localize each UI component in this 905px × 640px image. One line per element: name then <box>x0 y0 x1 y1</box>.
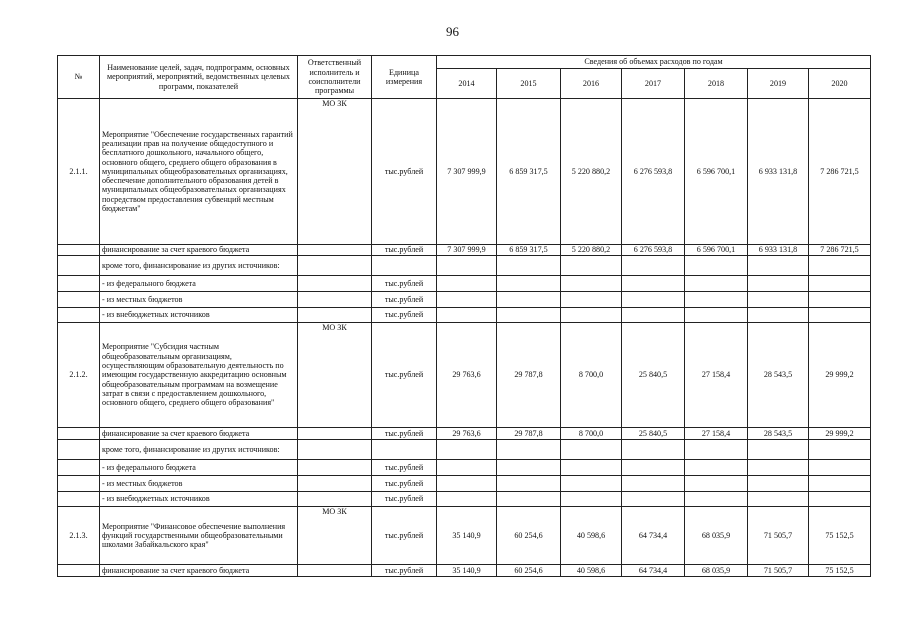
table-body <box>58 99 871 577</box>
row-number <box>58 460 100 476</box>
row-value-2017: 6 276 593,8 <box>622 99 685 245</box>
row-value-2020: 7 286 721,5 <box>809 99 871 245</box>
row-value-2015: 29 787,8 <box>497 323 561 428</box>
row-unit <box>372 256 437 276</box>
row-responsible <box>298 245 372 256</box>
row-value-2020: 7 286 721,5 <box>809 245 871 256</box>
table-row <box>58 276 871 292</box>
row-value-2018: 68 035,9 <box>685 507 748 565</box>
row-value-2018 <box>685 460 748 476</box>
table-row <box>58 256 871 276</box>
row-name: финансирование за счет краевого бюджета <box>100 428 298 440</box>
row-value-2018: 6 596 700,1 <box>685 99 748 245</box>
row-value-2015 <box>497 308 561 323</box>
row-value-2019 <box>748 256 809 276</box>
row-value-2018 <box>685 276 748 292</box>
row-responsible <box>298 276 372 292</box>
row-number <box>58 256 100 276</box>
row-value-2014 <box>437 476 497 492</box>
row-value-2020 <box>809 492 871 507</box>
row-value-2015: 60 254,6 <box>497 507 561 565</box>
row-unit: тыс.рублей <box>372 276 437 292</box>
row-value-2017 <box>622 256 685 276</box>
row-value-2016: 40 598,6 <box>561 507 622 565</box>
row-value-2017 <box>622 492 685 507</box>
row-value-2015 <box>497 292 561 308</box>
row-value-2017: 64 734,4 <box>622 507 685 565</box>
header-year-2018: 2018 <box>685 69 748 99</box>
row-value-2016: 8 700,0 <box>561 323 622 428</box>
row-value-2015 <box>497 256 561 276</box>
row-value-2019 <box>748 460 809 476</box>
row-value-2016 <box>561 476 622 492</box>
row-number: 2.1.1. <box>58 99 100 245</box>
row-value-2015: 6 859 317,5 <box>497 245 561 256</box>
row-name: финансирование за счет краевого бюджета <box>100 565 298 577</box>
row-value-2020 <box>809 256 871 276</box>
row-responsible: МО ЗК <box>298 507 372 565</box>
row-number <box>58 245 100 256</box>
row-value-2014 <box>437 440 497 460</box>
row-value-2017: 25 840,5 <box>622 428 685 440</box>
table-row <box>58 308 871 323</box>
row-value-2015 <box>497 492 561 507</box>
row-value-2015 <box>497 460 561 476</box>
row-value-2014 <box>437 256 497 276</box>
row-value-2016 <box>561 292 622 308</box>
row-responsible <box>298 292 372 308</box>
row-name: Мероприятие "Субсидия частным общеобразовательным организациям, осуществляющим образовательную деятельность по имеющим государственную аккредитацию основным общеобразовательным программам на возмещение затрат в связи с предоставлением дошкольного, основного общего, среднего общего образования" <box>100 323 298 428</box>
row-value-2016: 5 220 880,2 <box>561 99 622 245</box>
row-responsible <box>298 428 372 440</box>
row-unit: тыс.рублей <box>372 292 437 308</box>
header-year-2019: 2019 <box>748 69 809 99</box>
row-name: кроме того, финансирование из других источников: <box>100 440 298 460</box>
row-number <box>58 476 100 492</box>
row-value-2020: 29 999,2 <box>809 323 871 428</box>
row-value-2019 <box>748 276 809 292</box>
row-value-2019 <box>748 308 809 323</box>
row-responsible <box>298 440 372 460</box>
row-value-2017 <box>622 308 685 323</box>
row-value-2017: 64 734,4 <box>622 565 685 577</box>
row-value-2019: 6 933 131,8 <box>748 99 809 245</box>
header-name: Наименование целей, задач, подпрограмм, основных мероприятий, мероприятий, ведомственных целевых программ, показателей <box>100 56 298 99</box>
row-value-2020: 29 999,2 <box>809 428 871 440</box>
row-value-2018 <box>685 308 748 323</box>
row-value-2017 <box>622 476 685 492</box>
row-unit: тыс.рублей <box>372 507 437 565</box>
row-value-2018 <box>685 492 748 507</box>
row-value-2016 <box>561 256 622 276</box>
row-responsible <box>298 565 372 577</box>
row-value-2020: 75 152,5 <box>809 565 871 577</box>
row-value-2020 <box>809 440 871 460</box>
row-value-2020 <box>809 460 871 476</box>
row-number: 2.1.3. <box>58 507 100 565</box>
header-year-2017: 2017 <box>622 69 685 99</box>
row-value-2017 <box>622 292 685 308</box>
row-value-2016: 40 598,6 <box>561 565 622 577</box>
row-value-2018 <box>685 440 748 460</box>
row-value-2014: 35 140,9 <box>437 565 497 577</box>
header-expenditure-group: Сведения об объемах расходов по годам <box>437 56 871 69</box>
row-name: Мероприятие "Финансовое обеспечение выполнения функций государственными общеобразовательными школами Забайкальского края" <box>100 507 298 565</box>
row-value-2015 <box>497 476 561 492</box>
row-value-2019: 6 933 131,8 <box>748 245 809 256</box>
row-unit: тыс.рублей <box>372 245 437 256</box>
row-number <box>58 492 100 507</box>
row-number <box>58 276 100 292</box>
row-value-2015 <box>497 276 561 292</box>
row-name: финансирование за счет краевого бюджета <box>100 245 298 256</box>
row-name: - из внебюджетных источников <box>100 492 298 507</box>
header-number: № <box>58 56 100 99</box>
header-responsible: Ответственный исполнитель и соисполнители программы <box>298 56 372 99</box>
row-value-2020 <box>809 276 871 292</box>
row-value-2015 <box>497 440 561 460</box>
row-responsible <box>298 476 372 492</box>
row-responsible <box>298 256 372 276</box>
row-value-2018: 27 158,4 <box>685 323 748 428</box>
row-name: - из местных бюджетов <box>100 292 298 308</box>
expenditure-table <box>57 55 871 577</box>
row-value-2016 <box>561 440 622 460</box>
row-value-2017: 25 840,5 <box>622 323 685 428</box>
row-value-2016: 8 700,0 <box>561 428 622 440</box>
row-value-2017 <box>622 460 685 476</box>
row-unit: тыс.рублей <box>372 460 437 476</box>
row-name: - из федерального бюджета <box>100 276 298 292</box>
row-value-2019 <box>748 292 809 308</box>
row-value-2017 <box>622 440 685 460</box>
row-value-2014: 29 763,6 <box>437 323 497 428</box>
row-value-2019: 71 505,7 <box>748 565 809 577</box>
row-number: 2.1.2. <box>58 323 100 428</box>
row-value-2019: 28 543,5 <box>748 323 809 428</box>
row-value-2016 <box>561 276 622 292</box>
row-unit: тыс.рублей <box>372 308 437 323</box>
row-responsible: МО ЗК <box>298 323 372 428</box>
row-value-2019 <box>748 492 809 507</box>
row-value-2014: 7 307 999,9 <box>437 99 497 245</box>
row-value-2016 <box>561 460 622 476</box>
row-name: Мероприятие "Обеспечение государственных гарантий реализации прав на получение общедоступного и бесплатного дошкольного, начального общего, основного общего, среднего общего образования в муниципальных общеобразовательных организациях, обеспечение дополнительного образования детей в муниципальных общеобразовательных организациях посредством предоставления субвенций местным бюджетам" <box>100 99 298 245</box>
row-value-2015: 6 859 317,5 <box>497 99 561 245</box>
row-value-2014: 7 307 999,9 <box>437 245 497 256</box>
header-year-2020: 2020 <box>809 69 871 99</box>
row-value-2018: 68 035,9 <box>685 565 748 577</box>
row-value-2014 <box>437 292 497 308</box>
table-row <box>58 440 871 460</box>
row-unit <box>372 440 437 460</box>
page-number: 96 <box>446 24 459 39</box>
row-name: - из местных бюджетов <box>100 476 298 492</box>
row-value-2014: 35 140,9 <box>437 507 497 565</box>
row-unit: тыс.рублей <box>372 99 437 245</box>
row-value-2020 <box>809 292 871 308</box>
table-row <box>58 99 871 245</box>
row-value-2019 <box>748 440 809 460</box>
row-value-2020: 75 152,5 <box>809 507 871 565</box>
table-row <box>58 292 871 308</box>
table-row <box>58 492 871 507</box>
table-row <box>58 245 871 256</box>
row-number <box>58 440 100 460</box>
header-unit: Единица измерения <box>372 56 437 99</box>
table-row <box>58 476 871 492</box>
table-row <box>58 565 871 577</box>
row-unit: тыс.рублей <box>372 323 437 428</box>
row-value-2019: 28 543,5 <box>748 428 809 440</box>
row-value-2014 <box>437 276 497 292</box>
row-value-2018 <box>685 476 748 492</box>
row-value-2018: 27 158,4 <box>685 428 748 440</box>
table-row <box>58 428 871 440</box>
row-name: - из федерального бюджета <box>100 460 298 476</box>
row-value-2016: 5 220 880,2 <box>561 245 622 256</box>
row-value-2016 <box>561 308 622 323</box>
row-unit: тыс.рублей <box>372 476 437 492</box>
table-row <box>58 507 871 565</box>
row-number <box>58 308 100 323</box>
table-row <box>58 323 871 428</box>
row-value-2015: 60 254,6 <box>497 565 561 577</box>
row-value-2016 <box>561 492 622 507</box>
row-name: кроме того, финансирование из других источников: <box>100 256 298 276</box>
row-value-2019 <box>748 476 809 492</box>
row-value-2020 <box>809 308 871 323</box>
row-value-2018 <box>685 292 748 308</box>
row-value-2014 <box>437 308 497 323</box>
row-unit: тыс.рублей <box>372 565 437 577</box>
row-value-2017: 6 276 593,8 <box>622 245 685 256</box>
header-year-2014: 2014 <box>437 69 497 99</box>
row-value-2015: 29 787,8 <box>497 428 561 440</box>
row-responsible <box>298 460 372 476</box>
row-unit: тыс.рублей <box>372 428 437 440</box>
row-value-2014: 29 763,6 <box>437 428 497 440</box>
row-value-2019: 71 505,7 <box>748 507 809 565</box>
row-value-2018 <box>685 256 748 276</box>
row-value-2018: 6 596 700,1 <box>685 245 748 256</box>
header-year-2015: 2015 <box>497 69 561 99</box>
row-responsible: МО ЗК <box>298 99 372 245</box>
row-value-2014 <box>437 460 497 476</box>
row-unit: тыс.рублей <box>372 492 437 507</box>
row-value-2014 <box>437 492 497 507</box>
row-value-2017 <box>622 276 685 292</box>
row-name: - из внебюджетных источников <box>100 308 298 323</box>
row-responsible <box>298 308 372 323</box>
table-row <box>58 460 871 476</box>
row-number <box>58 565 100 577</box>
row-value-2020 <box>809 476 871 492</box>
row-number <box>58 428 100 440</box>
header-year-2016: 2016 <box>561 69 622 99</box>
row-number <box>58 292 100 308</box>
row-responsible <box>298 492 372 507</box>
